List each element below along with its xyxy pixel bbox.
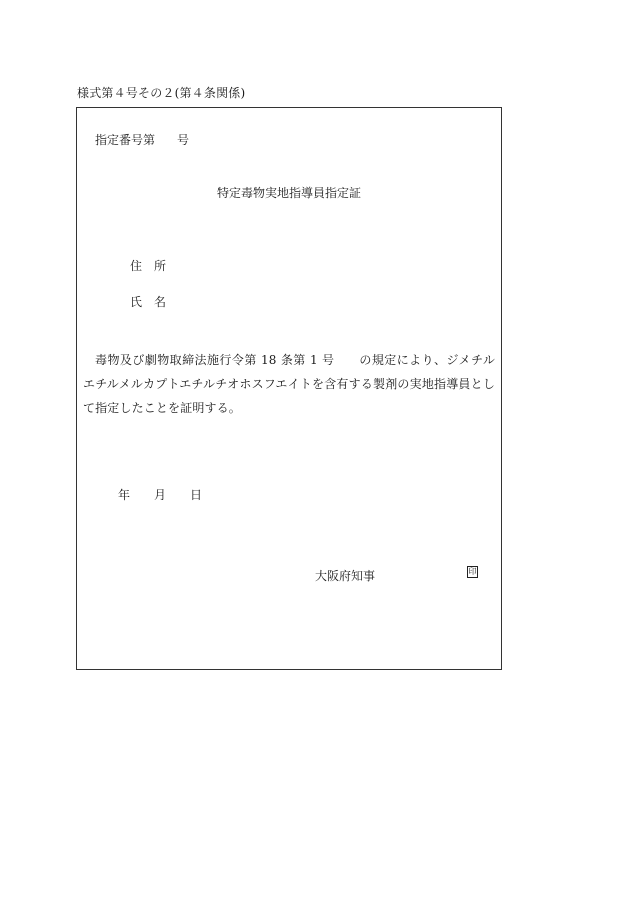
- seal-icon: 印: [468, 567, 477, 576]
- designation-number: [95, 131, 189, 148]
- issuer-title: 大阪府知事: [315, 569, 376, 583]
- designation-suffix: 号: [177, 133, 190, 147]
- address-label-1: 住: [130, 259, 143, 273]
- form-number: 様式第４号その２(第４条関係): [77, 86, 246, 100]
- date-day: 日: [190, 488, 203, 502]
- date-line: [118, 486, 202, 503]
- date-month: 月: [154, 488, 167, 502]
- designation-prefix: 指定番号第: [95, 133, 156, 147]
- certificate-frame: [76, 107, 502, 670]
- name-label-1: 氏: [130, 295, 143, 309]
- certificate-body: 毒物及び劇物取締法施行令第 18 条第 1 号 の規定により、ジメチルエチルメルカプトエチルチオホスフエイトを含有する製剤の実地指導員として指定したことを証明する。: [83, 353, 495, 415]
- date-year: 年: [118, 488, 131, 502]
- name-label-2: 名: [154, 295, 167, 309]
- address-field: [130, 257, 166, 274]
- address-label-2: 所: [154, 259, 167, 273]
- name-field: [130, 293, 166, 310]
- certificate-title: 特定毒物実地指導員指定証: [217, 186, 362, 200]
